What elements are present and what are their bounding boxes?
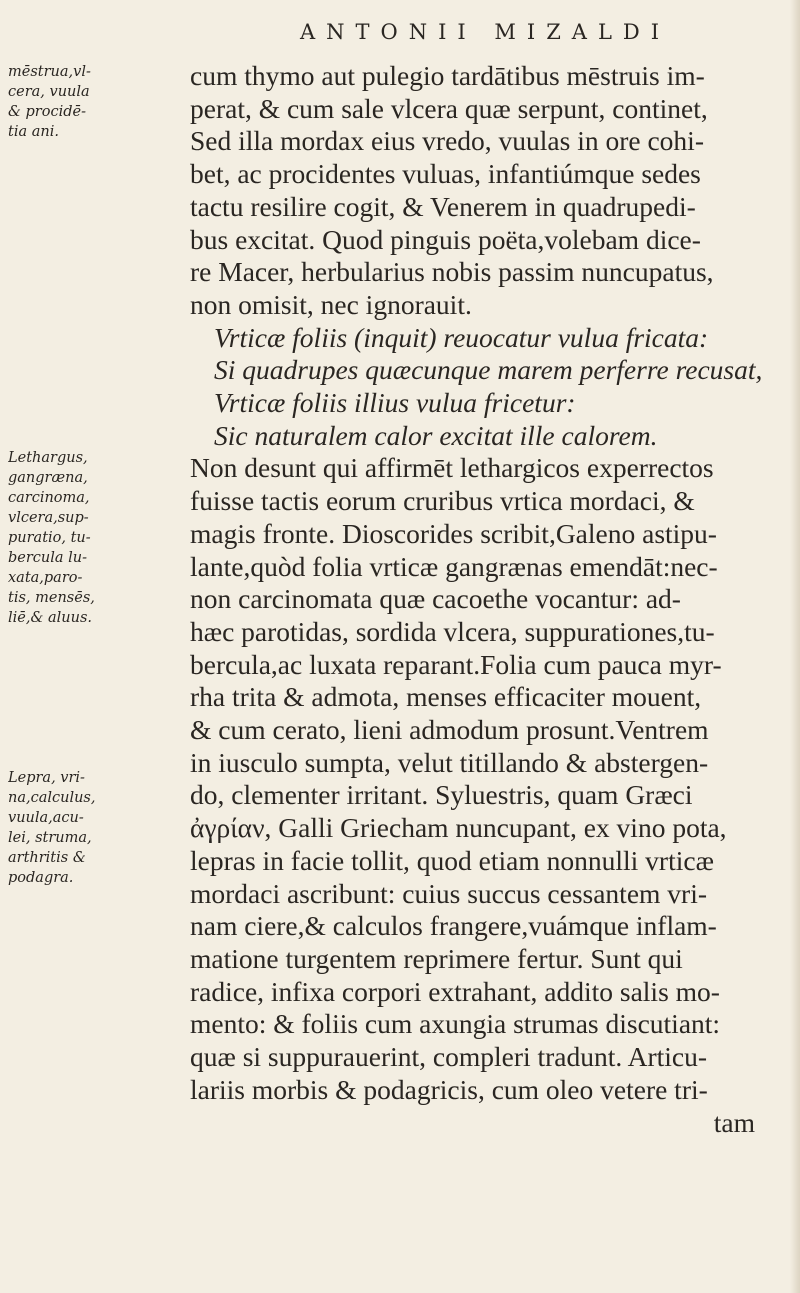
text-line: magis fronte. Dioscorides scribit,Galeno astipu-	[190, 517, 717, 549]
margin-note-line: podagra.	[8, 870, 74, 886]
text-line: bus excitat. Quod pinguis poëta,volebam dice-	[190, 223, 701, 255]
margin-note-line: Lepra, vri-	[8, 770, 85, 786]
text-line: re Macer, herbularius nobis passim nuncupatus,	[190, 256, 714, 288]
margin-note-line: tia ani.	[8, 124, 59, 140]
margin-note-line: na,calculus,	[8, 790, 96, 806]
text-line: bercula,ac luxata reparant.Folia cum pauca myr-	[190, 648, 722, 680]
text-line: perat, & cum sale vlcera quæ serpunt, continet,	[190, 92, 708, 124]
running-header: ANTONII MIZALDI	[300, 20, 671, 44]
margin-note-line: liē,& aluus.	[8, 610, 92, 626]
margin-note-line: lei, struma,	[8, 830, 92, 846]
margin-note-line: cera, vuula	[8, 84, 90, 100]
main-text-block	[190, 60, 790, 1139]
text-line: non omisit, nec ignorauit.	[190, 288, 472, 320]
margin-note-line: gangræna,	[8, 470, 88, 486]
margin-note-menstrua	[8, 62, 184, 142]
margin-note-line: mēstrua,vl-	[8, 64, 91, 80]
margin-note-line: xata,paro-	[8, 570, 83, 586]
page-edge-shadow	[790, 0, 800, 1293]
margin-note-line: Lethargus,	[8, 450, 88, 466]
margin-note-line: bercula lu-	[8, 550, 88, 566]
margin-note-lepra	[8, 768, 184, 888]
text-line: hæc parotidas, sordida vlcera, suppurationes,tu-	[190, 615, 715, 647]
text-line: Vrticæ foliis (inquit) reuocatur vulua fricata:	[214, 321, 709, 353]
margin-note-line: vlcera,sup-	[8, 510, 89, 526]
text-line: Sed illa mordax eius vredo, vuulas in ore cohi-	[190, 125, 704, 157]
text-line: do, clementer irritant. Syluestris, quam Græci	[190, 779, 693, 811]
text-line: in iusculo sumpta, velut titillando & abstergen-	[190, 746, 709, 778]
text-line: non carcinomata quæ cacoethe vocantur: ad-	[190, 583, 681, 615]
text-line: nam ciere,& calculos frangere,vuámque inflam-	[190, 910, 717, 942]
text-line: matione turgentem reprimere fertur. Sunt qui	[190, 942, 683, 974]
text-line: fuisse tactis eorum cruribus vrtica mordaci, &	[190, 485, 695, 517]
text-line: radice, infixa corpori extrahant, addito salis mo-	[190, 975, 720, 1007]
text-line: tam	[713, 1106, 755, 1138]
text-line: & cum cerato, lieni admodum prosunt.Ventrem	[190, 714, 709, 746]
text-line: Si quadrupes quæcunque marem perferre recusat,	[214, 354, 763, 386]
margin-note-line: tis, mensēs,	[8, 590, 95, 606]
text-line: lariis morbis & podagricis, cum oleo vetere tri-	[190, 1073, 708, 1105]
text-line: mento: & foliis cum axungia strumas discutiant:	[190, 1008, 721, 1040]
text-line: tactu resilire cogit, & Venerem in quadrupedi-	[190, 190, 696, 222]
margin-note-line: carcinoma,	[8, 490, 90, 506]
text-line: mordaci ascribunt: cuius succus cessantem vri-	[190, 877, 707, 909]
margin-note-line: arthritis &	[8, 850, 86, 866]
text-line: ἀγρίαν, Galli Griecham nuncupant, ex vino pota,	[190, 812, 727, 844]
text-line: bet, ac procidentes vuluas, infantiúmque sedes	[190, 158, 701, 190]
margin-note-line: puratio, tu-	[8, 530, 91, 546]
text-line: quæ si suppurauerint, compleri tradunt. Articu-	[190, 1041, 708, 1073]
text-line: rha trita & admota, menses efficaciter mouent,	[190, 681, 702, 713]
text-line: Vrticæ foliis illius vulua fricetur:	[214, 387, 576, 419]
text-line: lepras in facie tollit, quod etiam nonnulli vrticæ	[190, 844, 714, 876]
text-line: cum thymo aut pulegio tardātibus mēstruis im-	[190, 60, 705, 91]
margin-note-line: & procidē-	[8, 104, 86, 120]
text-line: lante,quòd folia vrticæ gangrænas emendāt:nec-	[190, 550, 718, 582]
margin-note-lethargus	[8, 448, 184, 628]
text-line: Non desunt qui affirmēt lethargicos experrectos	[190, 452, 714, 484]
margin-note-line: vuula,acu-	[8, 810, 84, 826]
text-line: Sic naturalem calor excitat ille calorem.	[214, 419, 658, 451]
